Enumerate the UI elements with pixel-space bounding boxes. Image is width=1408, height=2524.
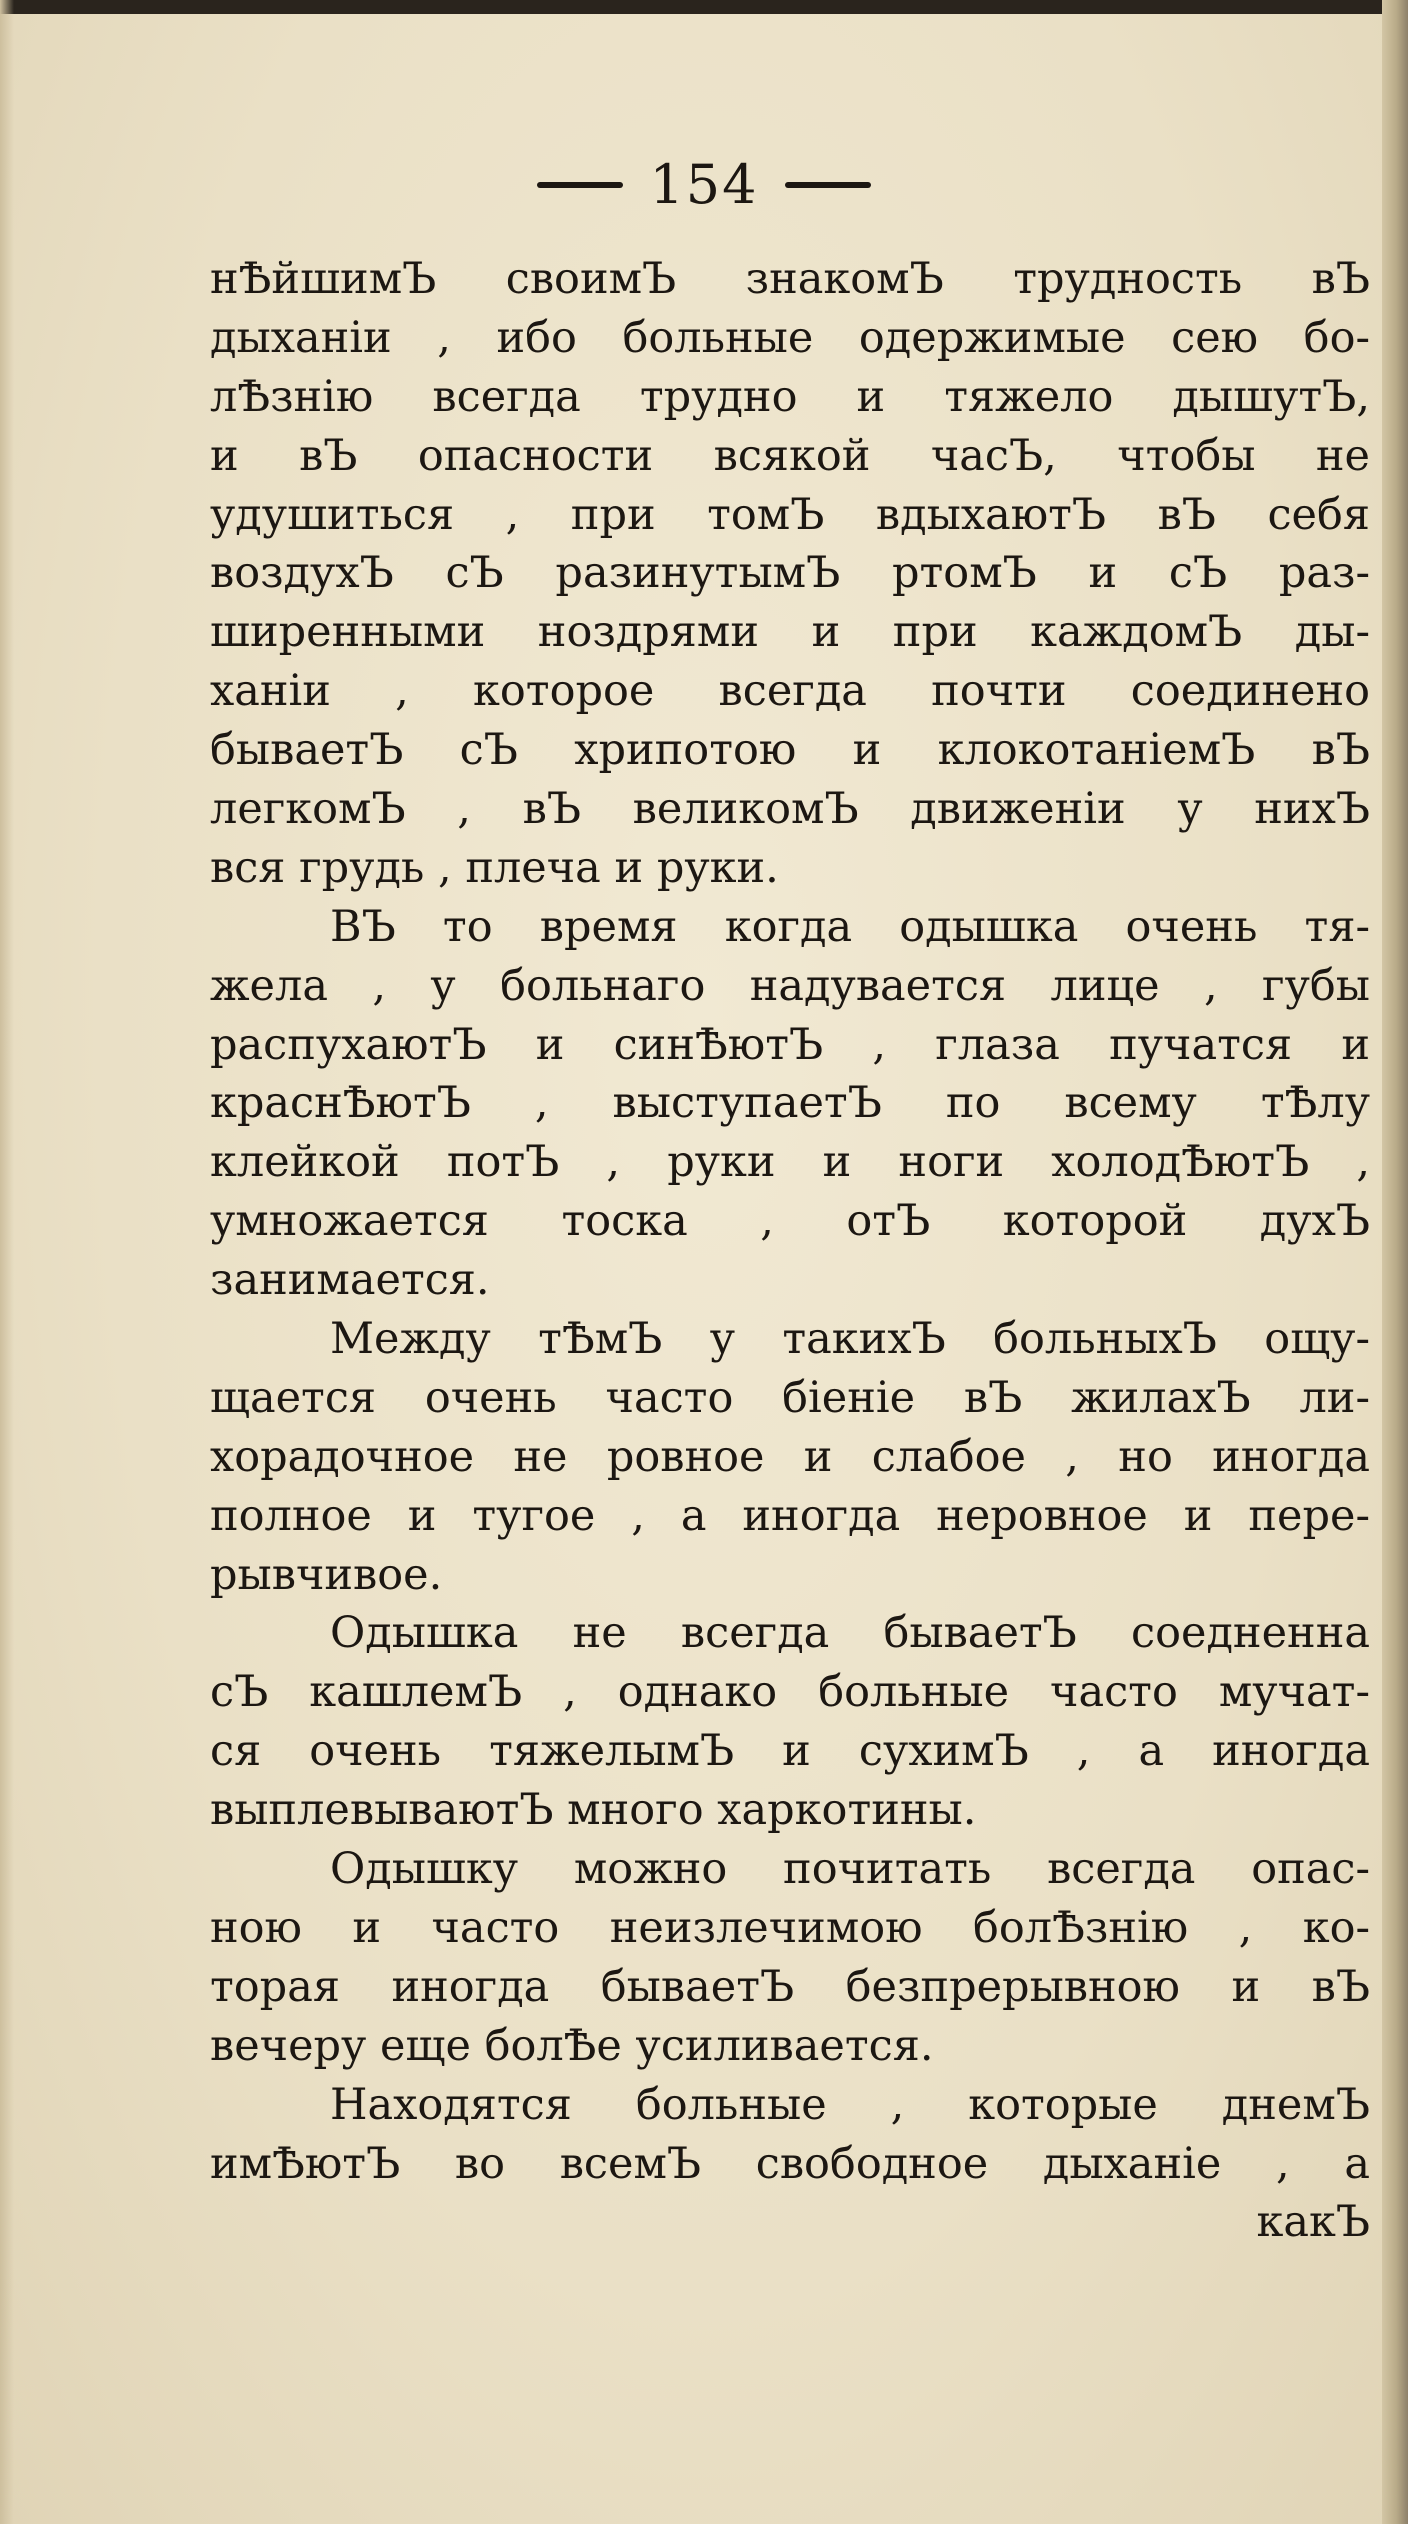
header-rule-right <box>785 182 871 188</box>
text-line: ханiи , которое всегда почти соединено <box>210 666 1370 717</box>
text-line: клейкой потЪ , руки и ноги холодѢютЪ , <box>210 1137 1370 1188</box>
text-line: умножается тоска , отЪ которой духЪ <box>210 1196 1370 1247</box>
text-line: лѢзнiю всегда трудно и тяжело дышутЪ, <box>210 371 1370 422</box>
text-line: удушиться , при томЪ вдыхаютЪ вЪ себя <box>210 489 1370 540</box>
paragraph-start: Находятся больные , которые днемЪ <box>330 2079 1370 2130</box>
text-line: вся грудь , плеча и руки. <box>210 842 779 893</box>
text-line: ширенными ноздрями и при каждомЪ ды- <box>210 607 1370 658</box>
paragraph-start: ВЪ то время когда одышка очень тя- <box>330 901 1370 952</box>
paragraph-start: Между тѢмЪ у такихЪ больныхЪ ощу- <box>330 1314 1370 1365</box>
text-line: жела , у больнаго надувается лице , губы <box>210 960 1370 1011</box>
page-left-edge <box>0 0 14 2524</box>
text-line: ною и часто неизлечимою болѢзнiю , ко- <box>210 1902 1370 1953</box>
paragraph-start: Одышка не всегда бываетЪ соедненна <box>330 1608 1370 1659</box>
text-line: торая иногда бываетЪ безпрерывною и вЪ <box>210 1961 1370 2012</box>
text-line: выплевываютЪ много харкотины. <box>210 1785 977 1836</box>
text-line: ся очень тяжелымЪ и сухимЪ , а иногда <box>210 1726 1370 1777</box>
page-number: 154 <box>649 153 759 216</box>
text-line: имѢютЪ во всемЪ свободное дыханiе , а <box>210 2138 1370 2189</box>
text-line: щается очень часто бiенiе вЪ жилахЪ ли- <box>210 1372 1370 1423</box>
header-rule-left <box>537 182 623 188</box>
text-line: и вЪ опасности всякой часЪ, чтобы не <box>210 430 1370 481</box>
text-line: дыханiи , ибо больные одержимые сею бо- <box>210 312 1370 363</box>
text-line: легкомЪ , вЪ великомЪ движенiи у нихЪ <box>210 784 1370 835</box>
body-text <box>210 250 1370 2252</box>
page-top-edge <box>0 0 1408 14</box>
text-line: рывчивое. <box>210 1549 443 1600</box>
page-header <box>0 150 1408 220</box>
text-line: хорадочное не ровное и слабое , но иногда <box>210 1431 1370 1482</box>
catchword: какЪ <box>1256 2197 1370 2248</box>
text-line: бываетЪ сЪ хрипотою и клокотанiемЪ вЪ <box>210 725 1370 776</box>
text-line: сЪ кашлемЪ , однако больные часто мучат- <box>210 1667 1370 1718</box>
page-right-edge <box>1382 0 1408 2524</box>
text-line: воздухЪ сЪ разинутымЪ ртомЪ и сЪ раз- <box>210 548 1370 599</box>
text-line: краснѢютЪ , выступаетЪ по всему тѢлу <box>210 1078 1370 1129</box>
text-line: полное и тугое , а иногда неровное и пере- <box>210 1490 1370 1541</box>
paragraph-start: Одышку можно почитать всегда опас- <box>330 1844 1370 1895</box>
text-line: занимается. <box>210 1255 490 1306</box>
text-line: вечеру еще болѢе усиливается. <box>210 2020 934 2071</box>
text-line: распухаютЪ и синѢютЪ , глаза пучатся и <box>210 1019 1370 1070</box>
text-line: нѢйшимЪ своимЪ знакомЪ трудность вЪ <box>210 254 1370 304</box>
